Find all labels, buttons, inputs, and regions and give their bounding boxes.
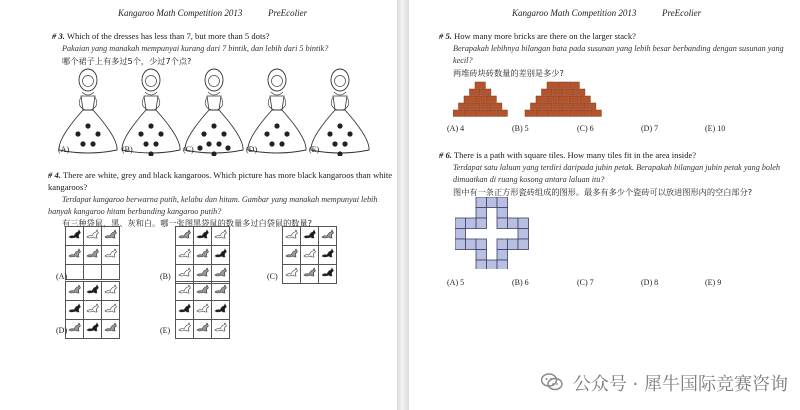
- brick: [486, 96, 496, 102]
- q6-option-c[interactable]: [577, 278, 594, 287]
- path-tile: [497, 260, 508, 269]
- option-value: 7: [589, 278, 594, 287]
- brick: [569, 110, 579, 116]
- grid-cell: [301, 246, 319, 265]
- option-label: (E): [705, 278, 718, 287]
- kangaroo-icon: [178, 322, 192, 333]
- q3-question: [52, 31, 270, 41]
- q5-option-e[interactable]: [705, 124, 725, 133]
- brick: [470, 89, 480, 95]
- option-label: (D): [641, 124, 655, 133]
- option-value: 6: [524, 278, 529, 287]
- dress-dot: [264, 131, 269, 136]
- option-value: 5: [524, 124, 529, 133]
- grid-cell: [66, 246, 84, 265]
- wechat-icon: [541, 373, 563, 396]
- grid-cell: [84, 227, 102, 246]
- kangaroo-icon: [86, 248, 100, 259]
- grid-cell: [66, 320, 84, 339]
- kangaroo-icon: [321, 267, 335, 278]
- brick: [586, 103, 596, 109]
- q6-text-en: There is a path with square tiles. How many tiles fit in the area inside?: [453, 150, 697, 160]
- grid-cell: [66, 282, 84, 301]
- path-tile: [476, 250, 487, 261]
- dress-dot: [269, 141, 274, 146]
- grid-cell: [66, 301, 84, 320]
- grid-cell: [176, 227, 194, 246]
- q6-text-id-2: dimuatkan di ruang kosong antara laluan itu?: [453, 175, 605, 184]
- path-tile: [476, 239, 487, 250]
- q4-option-c[interactable]: (C): [267, 272, 278, 281]
- dress-dot: [279, 141, 284, 146]
- kangaroo-icon: [178, 303, 192, 314]
- kangaroo-icon: [303, 229, 317, 240]
- q5-option-b[interactable]: [512, 124, 529, 133]
- q6-number: # 6.: [439, 150, 452, 160]
- kangaroo-icon: [321, 248, 335, 259]
- brick: [575, 89, 585, 95]
- grid-cell: [176, 282, 194, 301]
- q6-text-id-1: Terdapat satu laluan yang terdiri daripada jubin petak. Berapakah bilangan jubin petak yang boleh: [453, 163, 781, 172]
- option-label: (E): [705, 124, 718, 133]
- brick: [558, 110, 568, 116]
- grid-cell: [194, 282, 212, 301]
- kangaroo-icon: [86, 229, 100, 240]
- grid-cell: [194, 246, 212, 265]
- dress-dot: [201, 131, 206, 136]
- dress-dot: [206, 141, 211, 146]
- brick: [475, 82, 485, 88]
- right-page: [409, 0, 800, 410]
- kangaroo-icon: [196, 229, 210, 240]
- path-tile: [466, 239, 477, 250]
- brick: [575, 103, 585, 109]
- grid-cell: [319, 227, 337, 246]
- q4-text-en-2: kangaroos?: [48, 182, 88, 192]
- option-label: (C): [577, 278, 590, 287]
- q5-text-id-1: Berapakah lebihnya bilangan bata pada susunan yang lebih besar berbanding dengan susunan yang: [453, 44, 784, 53]
- dress-dot: [221, 131, 226, 136]
- brick: [481, 89, 491, 95]
- option-label: (A): [447, 124, 461, 133]
- grid-cell: [102, 265, 120, 280]
- kangaroo-icon: [214, 322, 228, 333]
- watermark-text: 公众号 · 犀牛国际竞赛咨询: [572, 373, 788, 395]
- brick: [569, 82, 579, 88]
- dress-dot: [327, 131, 332, 136]
- path-tile: [497, 208, 508, 219]
- brick: [470, 103, 480, 109]
- kangaroo-icon: [303, 267, 317, 278]
- brick: [536, 110, 546, 116]
- watermark: [541, 370, 788, 397]
- brick: [492, 103, 502, 109]
- kangaroo-icon: [104, 229, 118, 240]
- dress-dot: [337, 123, 342, 128]
- grid-cell: [176, 301, 194, 320]
- brick: [464, 110, 474, 116]
- kangaroo-icon: [214, 248, 228, 259]
- dress-dot: [274, 123, 279, 128]
- page-header-right: PreEcolier: [268, 8, 308, 18]
- q3-text-zh: 哪个裙子上有多过5个，少过7个点?: [62, 56, 192, 66]
- grid-cell: [176, 320, 194, 339]
- brick: [531, 103, 541, 109]
- grid-cell: [301, 227, 319, 246]
- brick: [580, 110, 590, 116]
- brick: [564, 103, 574, 109]
- kangaroo-icon: [178, 248, 192, 259]
- kangaroo-icon: [104, 322, 118, 333]
- grid-cell: [102, 301, 120, 320]
- brick: [497, 110, 507, 116]
- grid-cell: [212, 301, 230, 320]
- option-value: 8: [654, 278, 659, 287]
- path-tile: [508, 239, 519, 250]
- tile-path-figure: [455, 197, 535, 269]
- kangaroo-icon: [68, 229, 82, 240]
- q4-option-e[interactable]: (E): [160, 326, 171, 335]
- option-value: 4: [460, 124, 465, 133]
- dress-dot: [216, 141, 221, 146]
- q6-option-d[interactable]: [641, 278, 658, 287]
- kangaroo-icon: [285, 267, 299, 278]
- path-tile: [455, 218, 466, 229]
- dress-dot: [332, 141, 337, 146]
- dress-dot: [90, 141, 95, 146]
- grid-cell: [194, 320, 212, 339]
- path-tile: [487, 260, 498, 269]
- kangaroo-grid-2: [282, 226, 337, 284]
- grid-cell: [319, 265, 337, 284]
- q6-option-e[interactable]: [705, 278, 721, 287]
- option-value: 9: [717, 278, 722, 287]
- kangaroo-icon: [285, 248, 299, 259]
- option-label: (B): [512, 124, 525, 133]
- kangaroo-icon: [86, 284, 100, 295]
- grid-cell: [212, 246, 230, 265]
- grid-cell: [212, 320, 230, 339]
- path-tile: [518, 229, 529, 240]
- option-label: (D): [641, 278, 655, 287]
- q4-number: # 4.: [48, 170, 61, 180]
- q6-option-b[interactable]: [512, 278, 529, 287]
- q4-option-b[interactable]: (B): [160, 272, 171, 281]
- brick: [464, 96, 474, 102]
- path-tile: [497, 250, 508, 261]
- q6-question: [439, 150, 696, 160]
- dress-dot: [85, 123, 90, 128]
- kangaroo-icon: [196, 322, 210, 333]
- grid-cell: [102, 227, 120, 246]
- kangaroo-grid-1: [175, 226, 230, 284]
- q5-number: # 5.: [439, 31, 452, 41]
- path-tile: [455, 229, 466, 240]
- brick: [558, 96, 568, 102]
- q3-option-e[interactable]: (E): [309, 145, 320, 154]
- brick: [547, 96, 557, 102]
- q5-text-en: How many more bricks are there on the larger stack?: [454, 31, 636, 41]
- brick: [547, 82, 557, 88]
- q5-option-c[interactable]: [577, 124, 594, 133]
- q3-text-en: Which of the dresses has less than 7, but more than 5 dots?: [66, 31, 270, 41]
- q3-option-d[interactable]: (D): [246, 145, 258, 154]
- kangaroo-icon: [285, 229, 299, 240]
- dress-4: [311, 69, 369, 156]
- kangaroo-icon: [178, 267, 192, 278]
- path-tile: [518, 218, 529, 229]
- path-tile: [497, 218, 508, 229]
- page-header-right: PreEcolier: [662, 8, 702, 18]
- grid-cell: [301, 265, 319, 284]
- kangaroo-icon: [178, 229, 192, 240]
- brick: [591, 110, 601, 116]
- path-tile: [508, 218, 519, 229]
- grid-cell: [84, 301, 102, 320]
- q4-option-a[interactable]: (A): [56, 272, 68, 281]
- q4-text-id-1: Terdapat kangaroo berwarna putih, kelabu dan hitam. Gambar yang manakah mempunyai lebih: [62, 195, 378, 204]
- q3-option-b[interactable]: (B): [122, 145, 133, 154]
- left-page: [0, 0, 397, 410]
- brick: [580, 96, 590, 102]
- path-tile: [497, 239, 508, 250]
- kangaroo-icon: [214, 303, 228, 314]
- option-value: 6: [589, 124, 594, 133]
- grid-cell: [283, 227, 301, 246]
- dress-dot: [80, 141, 85, 146]
- dress-dot: [225, 145, 230, 150]
- q4-text-zh: 有三种袋鼠，黑、灰和白。哪一张图黑袋鼠的数量多过白袋鼠的数量?: [62, 218, 312, 228]
- option-value: 7: [654, 124, 659, 133]
- dress-dot: [95, 131, 100, 136]
- path-tile: [476, 208, 487, 219]
- kangaroo-icon: [196, 284, 210, 295]
- kangaroo-icon: [214, 229, 228, 240]
- grid-cell: [84, 246, 102, 265]
- grid-cell: [84, 282, 102, 301]
- q3-option-a[interactable]: (A): [58, 145, 70, 154]
- option-value: 5: [460, 278, 465, 287]
- q3-option-c[interactable]: (C): [183, 145, 194, 154]
- grid-cell: [66, 227, 84, 246]
- kangaroo-icon: [86, 322, 100, 333]
- dress-dot: [148, 123, 153, 128]
- option-label: (B): [512, 278, 525, 287]
- grid-cell: [102, 246, 120, 265]
- q6-text-zh: 图中有一条正方形瓷砖组成的图形。最多有多少个瓷砖可以放进图形内的空白部分?: [453, 187, 753, 197]
- q5-option-d[interactable]: [641, 124, 658, 133]
- kangaroo-icon: [68, 322, 82, 333]
- page-header-left: Kangaroo Math Competition 2013: [512, 8, 637, 18]
- kangaroo-icon: [303, 248, 317, 259]
- q5-question: [439, 31, 636, 41]
- dress-dot: [153, 141, 158, 146]
- kangaroo-icon: [196, 248, 210, 259]
- dresses-figure: [56, 66, 386, 156]
- grid-cell: [102, 282, 120, 301]
- kangaroo-icon: [68, 303, 82, 314]
- path-tile: [466, 218, 477, 229]
- dress-1: [122, 69, 180, 156]
- brick: [486, 110, 496, 116]
- brick: [481, 103, 491, 109]
- dress-3: [248, 69, 306, 153]
- grid-cell: [212, 227, 230, 246]
- dress-dot: [211, 123, 216, 128]
- brick: [569, 96, 579, 102]
- kangaroo-icon: [104, 303, 118, 314]
- dress-dot: [138, 131, 143, 136]
- grid-cell: [84, 265, 102, 280]
- grid-cell: [319, 246, 337, 265]
- dress-dot: [158, 131, 163, 136]
- dress-2: [185, 69, 243, 156]
- kangaroo-icon: [86, 303, 100, 314]
- brick: [564, 89, 574, 95]
- brick: [558, 82, 568, 88]
- kangaroo-icon: [104, 248, 118, 259]
- brick: [553, 89, 563, 95]
- kangaroo-grid-3: [65, 281, 120, 339]
- q4-text-en-1: There are white, grey and black kangaroos. Which picture has more black kangaroos than white: [62, 170, 393, 180]
- brick: [542, 103, 552, 109]
- brick: [453, 110, 463, 116]
- grid-cell: [194, 301, 212, 320]
- path-tile: [476, 218, 487, 229]
- option-value: 10: [717, 124, 726, 133]
- path-tile: [518, 239, 529, 250]
- brick: [553, 103, 563, 109]
- grid-cell: [283, 265, 301, 284]
- dress-0: [59, 69, 117, 153]
- dress-dot: [143, 141, 148, 146]
- kangaroo-icon: [178, 284, 192, 295]
- dress-dot: [347, 131, 352, 136]
- path-tile: [487, 197, 498, 208]
- grid-cell: [283, 246, 301, 265]
- q4-option-d[interactable]: (D): [56, 326, 68, 335]
- path-tile: [476, 260, 487, 269]
- q5-text-id-2: kecil?: [453, 56, 473, 65]
- dress-dot: [197, 145, 202, 150]
- grid-cell: [66, 265, 84, 280]
- q6-option-a[interactable]: [447, 278, 464, 287]
- kangaroo-icon: [68, 248, 82, 259]
- option-label: (A): [447, 278, 461, 287]
- brick: [536, 96, 546, 102]
- option-label: (C): [577, 124, 590, 133]
- grid-cell: [84, 320, 102, 339]
- q3-text-id: Pakaian yang manakah mempunyai kurang dari 7 bintik, dan lebih dari 5 bintik?: [62, 44, 329, 53]
- brick: [525, 110, 535, 116]
- grid-cell: [176, 246, 194, 265]
- grid-cell: [194, 227, 212, 246]
- kangaroo-icon: [214, 284, 228, 295]
- path-tile: [455, 239, 466, 250]
- q4-question: [48, 170, 392, 180]
- dress-dot: [342, 141, 347, 146]
- brick: [547, 110, 557, 116]
- brick: [542, 89, 552, 95]
- brick: [459, 103, 469, 109]
- book-gutter: [397, 0, 409, 410]
- q3-number: # 3.: [52, 31, 65, 41]
- kangaroo-icon: [321, 229, 335, 240]
- q5-text-zh: 两堆砖块砖数量的差别是多少?: [453, 68, 564, 78]
- kangaroo-grid-0: [65, 226, 120, 280]
- brick: [475, 110, 485, 116]
- kangaroo-icon: [196, 267, 210, 278]
- page-header-left: Kangaroo Math Competition 2013: [118, 8, 243, 18]
- q4-text-id-2: banyak kangaroo hitam berbanding kangaroo putih?: [48, 207, 222, 216]
- brick: [475, 96, 485, 102]
- kangaroo-grid-4: [175, 281, 230, 339]
- kangaroo-icon: [214, 267, 228, 278]
- path-tile: [476, 197, 487, 208]
- kangaroo-icon: [68, 284, 82, 295]
- q5-option-a[interactable]: [447, 124, 464, 133]
- dress-dot: [284, 131, 289, 136]
- grid-cell: [212, 282, 230, 301]
- dress-dot: [75, 131, 80, 136]
- kangaroo-icon: [196, 303, 210, 314]
- kangaroo-icon: [104, 284, 118, 295]
- grid-cell: [102, 320, 120, 339]
- brick-stacks-figure: [453, 80, 613, 120]
- path-tile: [497, 197, 508, 208]
